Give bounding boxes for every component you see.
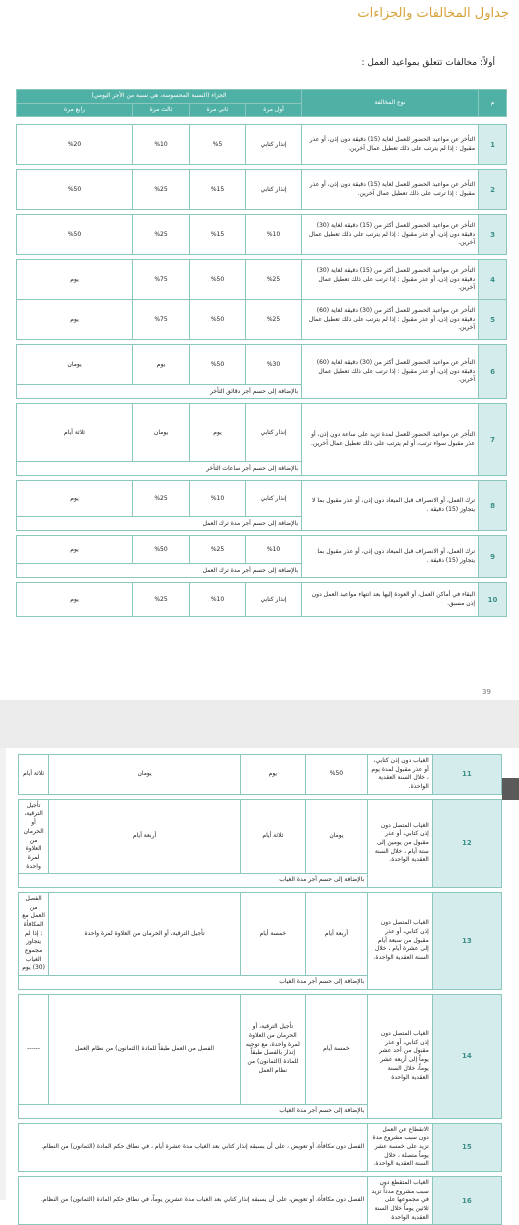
penalty-first: يومان: [305, 799, 367, 874]
violation-description: التأخر عن مواعيد الحضور للعمل أكثر من (15) دقيقة لغاية (30) دقيقة دون إذن، أو عذر مقبول : إذا لم يترتب على ذلك تعطيل عمال آخرين.: [302, 215, 479, 255]
penalty-third: %25: [133, 170, 190, 210]
penalty-second: %15: [190, 215, 246, 255]
table-row: [17, 300, 507, 340]
table-row: [17, 345, 507, 385]
violation-description: الغياب المتصل دون إذن كتابي، أو عذر مقبول من يومين إلى ستة أيام ، خلال السنة العقدية الواحدة.: [368, 799, 433, 887]
row-number: 2: [479, 170, 507, 210]
page-number: 39: [482, 688, 491, 696]
penalty-second: %25: [190, 536, 246, 564]
penalty-second: ثلاثة أيام: [241, 799, 306, 874]
penalty-third: يومان: [49, 755, 241, 795]
page-gap: [0, 700, 519, 748]
table-row: [17, 170, 507, 210]
violation-description: التأخر عن مواعيد الحضور للعمل أكثر من (15) دقيقة لغاية (30) دقيقة دون إذن، أو عذر مقبول : إذا ترتب على ذلك تعطيل عمال آخرين.: [302, 260, 479, 300]
document-title: جداول المخالفات والجزاءات: [357, 6, 509, 21]
table-row: [17, 481, 507, 517]
violation-description: التأخر عن مواعيد الحضور للعمل لمدة تزيد على ساعة دون إذن، أو عذر مقبول سواء ترتب، أو لم يترتب على ذلك تعطيل عمال آخرين.: [302, 404, 479, 476]
table-row: [17, 125, 507, 165]
penalty-second: %50: [190, 345, 246, 385]
penalty-first: %30: [246, 345, 302, 385]
violations-table-2: [18, 754, 502, 1225]
table-header-row: [17, 90, 507, 104]
header-num: م: [479, 90, 507, 117]
penalty-first: إنذار كتابي: [246, 125, 302, 165]
penalty-second: يوم: [190, 404, 246, 462]
table-row: [17, 583, 507, 617]
penalty-note: بالإضافة إلى حسم أجر مدة الغياب: [19, 874, 368, 888]
row-number: 12: [432, 799, 501, 887]
penalty-first: خمسة أيام: [305, 994, 367, 1104]
document-page-2: [0, 748, 519, 1221]
row-number: 16: [432, 1176, 501, 1224]
penalty-fourth: يوم: [17, 536, 133, 564]
table-row: [17, 215, 507, 255]
section-title: أولاً: مخالفات تتعلق بمواعيد العمل :: [361, 58, 495, 68]
penalty-second: %10: [190, 481, 246, 517]
penalty-first: %50: [305, 755, 367, 795]
table-row: [19, 1123, 502, 1171]
penalty-first: إنذار كتابي: [246, 404, 302, 462]
penalty-third: يومان: [133, 404, 190, 462]
table-row: [19, 799, 502, 874]
penalty-second: %50: [190, 260, 246, 300]
penalty-merged: الفصل دون مكافأة، أو تعويض، على أن يسبقه إنذار كتابي بعد الغياب مدة عشرين يوماً، في نطاق حكم المادة (الثمانون) من النظام.: [19, 1176, 368, 1224]
penalty-second: %5: [190, 125, 246, 165]
header-fourth-time: رابع مرة: [17, 103, 133, 117]
penalty-first: أربعة أيام: [305, 892, 367, 975]
violation-description: التأخر عن مواعيد الحضور للعمل لغاية (15) دقيقة دون إذن، أو عذر مقبول : إذا ترتب على ذلك تعطيل عمال آخرين.: [302, 170, 479, 210]
penalty-note: بالإضافة إلى حسم أجر ساعات التأخر: [17, 462, 302, 476]
table-row: [19, 994, 502, 1104]
penalty-second: تأجيل الترقية، أو الحرمان من العلاوة لمرة واحدة، مع توجيه إنذار بالفصل طبقاً للمادة (الثمانون) من نظام العمل: [241, 994, 306, 1104]
row-number: 9: [479, 536, 507, 578]
penalty-note: بالإضافة إلى حسم أجر مدة ترك العمل: [17, 564, 302, 578]
table-row: [17, 536, 507, 564]
penalty-first: إنذار كتابي: [246, 170, 302, 210]
row-number: 6: [479, 345, 507, 399]
violation-description: الانقطاع عن العمل دون سبب مشروع مدة تزيد على خمسة عشر يوماً متصلة ، خلال السنة العقدية الواحدة.: [368, 1123, 433, 1171]
penalty-third: %25: [133, 481, 190, 517]
row-number: 5: [479, 300, 507, 340]
penalty-note: بالإضافة إلى حسم أجر مدة الغياب: [19, 1104, 368, 1118]
violation-description: الغياب دون إذن كتابي، أو عذر مقبول لمدة يوم ، خلال السنة العقدية الواحدة.: [368, 755, 433, 795]
penalty-third: %25: [133, 583, 190, 617]
penalty-first: إنذار كتابي: [246, 583, 302, 617]
penalty-third: أربعة أيام: [49, 799, 241, 874]
penalty-third: الفصل من العمل طبقاً للمادة (الثمانون) من نظام العمل: [49, 994, 241, 1104]
penalty-fourth: ------: [19, 994, 49, 1104]
penalty-fourth: %20: [17, 125, 133, 165]
header-penalty-group: الجزاء (النسبة المحسوسة، هي نسبة من الأجر اليومي): [17, 90, 302, 104]
violation-description: البقاء في أماكن العمل، أو العودة إليها بعد انتهاء مواعيد العمل دون إذن مسبق.: [302, 583, 479, 617]
penalty-fourth: يوم: [17, 583, 133, 617]
penalty-fourth: تأجيل الترقية، أو الحرمان من العلاوة لمرة واحدة: [19, 799, 49, 874]
penalty-third: %50: [133, 536, 190, 564]
penalty-third: %25: [133, 215, 190, 255]
penalty-note: بالإضافة إلى حسم أجر دقائق التأخر: [17, 385, 302, 399]
row-number: 11: [432, 755, 501, 795]
page-edge: [0, 748, 6, 1200]
penalty-fourth: ثلاثة أيام: [17, 404, 133, 462]
violation-description: التأخر عن مواعيد الحضور للعمل أكثر من (30) دقيقة لغاية (60) دقيقة دون إذن، أو عذر مقبول : إذا لم يترتب على ذلك تعطيل عمال آخرين.: [302, 300, 479, 340]
penalty-third: %10: [133, 125, 190, 165]
penalty-fourth: ثلاثة أيام: [19, 755, 49, 795]
penalty-note: بالإضافة إلى حسم أجر مدة الغياب: [19, 976, 368, 990]
penalty-fourth: %50: [17, 215, 133, 255]
row-number: 8: [479, 481, 507, 531]
penalty-fourth: %50: [17, 170, 133, 210]
penalty-first: %25: [246, 260, 302, 300]
penalty-second: %10: [190, 583, 246, 617]
penalty-third: تأجيل الترقية، أو الحرمان من العلاوة لمرة واحدة: [49, 892, 241, 975]
penalty-fourth: يوم: [17, 260, 133, 300]
row-number: 14: [432, 994, 501, 1118]
penalty-first: %10: [246, 215, 302, 255]
penalty-fourth: يوم: [17, 481, 133, 517]
penalty-third: %75: [133, 260, 190, 300]
row-number: 13: [432, 892, 501, 989]
table-row: [19, 892, 502, 975]
violation-description: التأخر عن مواعيد الحضور للعمل أكثر من (30) دقيقة لغاية (60) دقيقة دون إذن، أو عذر مقبول : إذا ترتب على ذلك تعطيل عمال آخرين.: [302, 345, 479, 399]
violation-description: ترك العمل، أو الانصراف قبل الميعاد دون إذن، أو عذر مقبول بما يتجاوز (15) دقيقة .: [302, 536, 479, 578]
header-first-time: أول مرة: [246, 103, 302, 117]
row-number: 15: [432, 1123, 501, 1171]
row-number: 4: [479, 260, 507, 300]
penalty-third: %75: [133, 300, 190, 340]
row-number: 10: [479, 583, 507, 617]
table-row: [17, 260, 507, 300]
violations-table-1: [16, 89, 507, 617]
table-row: [17, 404, 507, 462]
violation-description: الغياب المتقطع دون سبب مشروع مدداً تزيد في مجموعها على ثلاثين يوماً خلال السنة العقدية الواحدة: [368, 1176, 433, 1224]
penalty-second: خمسة أيام: [241, 892, 306, 975]
penalty-fourth: يومان: [17, 345, 133, 385]
table-row: [19, 755, 502, 795]
penalty-first: %25: [246, 300, 302, 340]
penalty-note: بالإضافة إلى حسم أجر مدة ترك العمل: [17, 517, 302, 531]
penalty-first: إنذار كتابي: [246, 481, 302, 517]
violation-description: التأخر عن مواعيد الحضور للعمل لغاية (15) دقيقة دون إذن، أو عذر مقبول : إذا لم يترتب على ذلك تعطيل عمال آخرين.: [302, 125, 479, 165]
penalty-first: %10: [246, 536, 302, 564]
penalty-merged: الفصل دون مكافأة، أو تعويض ، على أن يسبقه إنذار كتابي بعد الغياب مدة عشرة أيام ، في نطاق حكم المادة (الثمانون) من النظام.: [19, 1123, 368, 1171]
table-row: [19, 1176, 502, 1224]
penalty-second: يوم: [241, 755, 306, 795]
header-violation-type: نوع المخالفة: [302, 90, 479, 117]
penalty-second: %50: [190, 300, 246, 340]
penalty-third: يوم: [133, 345, 190, 385]
header-third-time: ثالث مرة: [133, 103, 190, 117]
row-number: 7: [479, 404, 507, 476]
violation-description: الغياب المتصل دون إذن كتابي، أو عذر مقبول من سبعة أيام إلى عشرة أيام ، خلال السنة العقدية الواحدة.: [368, 892, 433, 989]
violation-description: ترك العمل، أو الانصراف قبل الميعاد دون إذن، أو عذر مقبول بما لا يتجاوز (15) دقيقة .: [302, 481, 479, 531]
header-second-time: ثاني مرة: [190, 103, 246, 117]
penalty-fourth: يوم: [17, 300, 133, 340]
penalty-fourth: الفصل من العمل مع المكافأة : إذا لم يتجاوز مجموع الغياب (30) يوم: [19, 892, 49, 975]
page-tab-marker: [500, 778, 519, 800]
row-number: 3: [479, 215, 507, 255]
penalty-second: %15: [190, 170, 246, 210]
row-number: 1: [479, 125, 507, 165]
violation-description: الغياب المتصل دون إذن كتابي، أو عذر مقبول من أحد عشر يوماً إلى أربعة عشر يوماً، خلال السنة العقدية الواحدة: [368, 994, 433, 1118]
